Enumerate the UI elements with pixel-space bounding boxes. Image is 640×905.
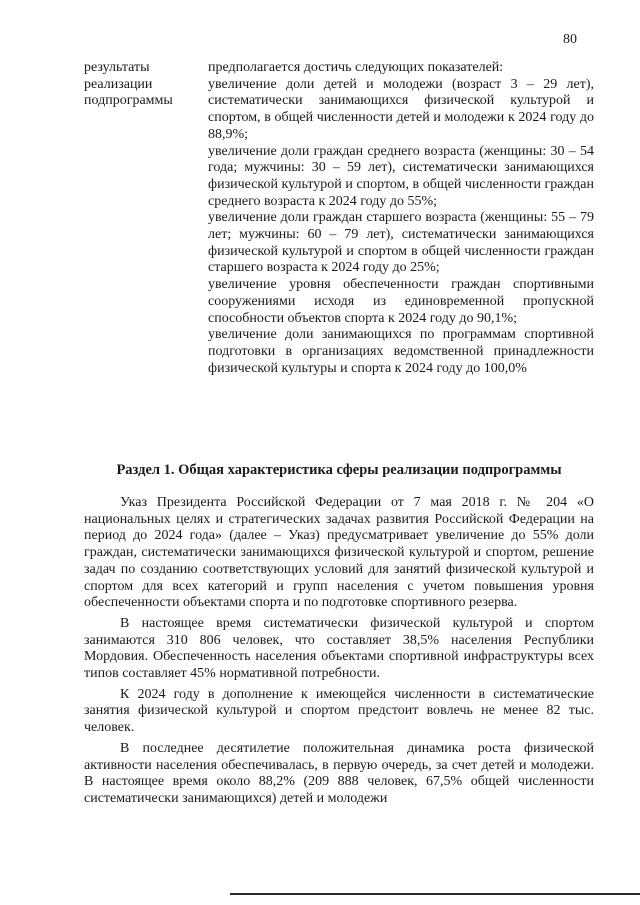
indicator-item: увеличение доли граждан старшего возраста (женщины: 55 – 79 лет; мужчины: 60 – 79 лет), систематически занимающихся физической культурой и спортом в общей численности граждан старшего возраста к 2024 году до 25%;: [208, 210, 594, 276]
indicators-intro: предполагается достичь следующих показателей:: [208, 60, 504, 75]
label-line: подпрограммы: [84, 93, 173, 109]
section-body: [84, 495, 594, 812]
label-line: реализации: [84, 76, 153, 92]
indicator-item: увеличение доли занимающихся по программам спортивной подготовки в организациях ведомственной принадлежности физической культуры и спорта к 2024 году до 100,0%: [208, 327, 594, 376]
page-number: 80: [563, 32, 577, 47]
scan-edge-line: [230, 893, 640, 895]
section-heading: Раздел 1. Общая характеристика сферы реализации подпрограммы: [116, 462, 562, 478]
body-paragraph: Указ Президента Российской Федерации от 7 мая 2018 г. № 204 «О национальных целях и стратегических задачах развития Российской Федерации на период до 2024 года» (далее – Указ) предусматривает увеличение до 55% доли граждан, систематически занимающихся физической культурой и спортом, решение задач по созданию соответствующих условий для занятий физической культурой и спортом для всех категорий и групп населения с учетом повышения уровня обеспеченности объектами спорта и по подготовке спортивного резерва.: [84, 495, 594, 611]
body-paragraph: В настоящее время систематически физической культурой и спортом занимаются 310 806 человек, что составляет 38,5% населения Республики Мордовия. Обеспеченность населения объектами спортивной инфраструктуры всех типов составляет 45% нормативной потребности.: [84, 615, 594, 682]
label-line: результаты: [84, 60, 150, 75]
indicator-item: увеличение уровня обеспеченности граждан спортивными сооружениями исходя из единовременной пропускной способности объектов спорта к 2024 году до 90,1%;: [208, 277, 594, 326]
expected-results-values: [208, 60, 594, 377]
body-paragraph: К 2024 году в дополнение к имеющейся численности в систематические занятия физической культурой и спортом предстоит вовлечь не менее 82 тыс. человек.: [84, 686, 594, 736]
body-paragraph: В последнее десятилетие положительная динамика роста физической активности населения обеспечивалась, в первую очередь, за счет детей и молодежи. В настоящее время около 88,2% (209 888 человек, 67,5% общей численности систематически занимающихся) детей и молодежи: [84, 740, 594, 806]
indicator-item: увеличение доли граждан среднего возраста (женщины: 30 – 54 года; мужчины: 30 – 59 лет), систематически занимающихся физической культурой и спортом, в общей численности граждан среднего возраста к 2024 году до 55%;: [208, 143, 594, 209]
indicator-item: увеличение доли детей и молодежи (возраст 3 – 29 лет), систематически занимающихся физической культурой и спортом, в общей численности детей и молодежи к 2024 году до 88,9%;: [208, 76, 594, 142]
expected-results-label: [84, 60, 199, 110]
